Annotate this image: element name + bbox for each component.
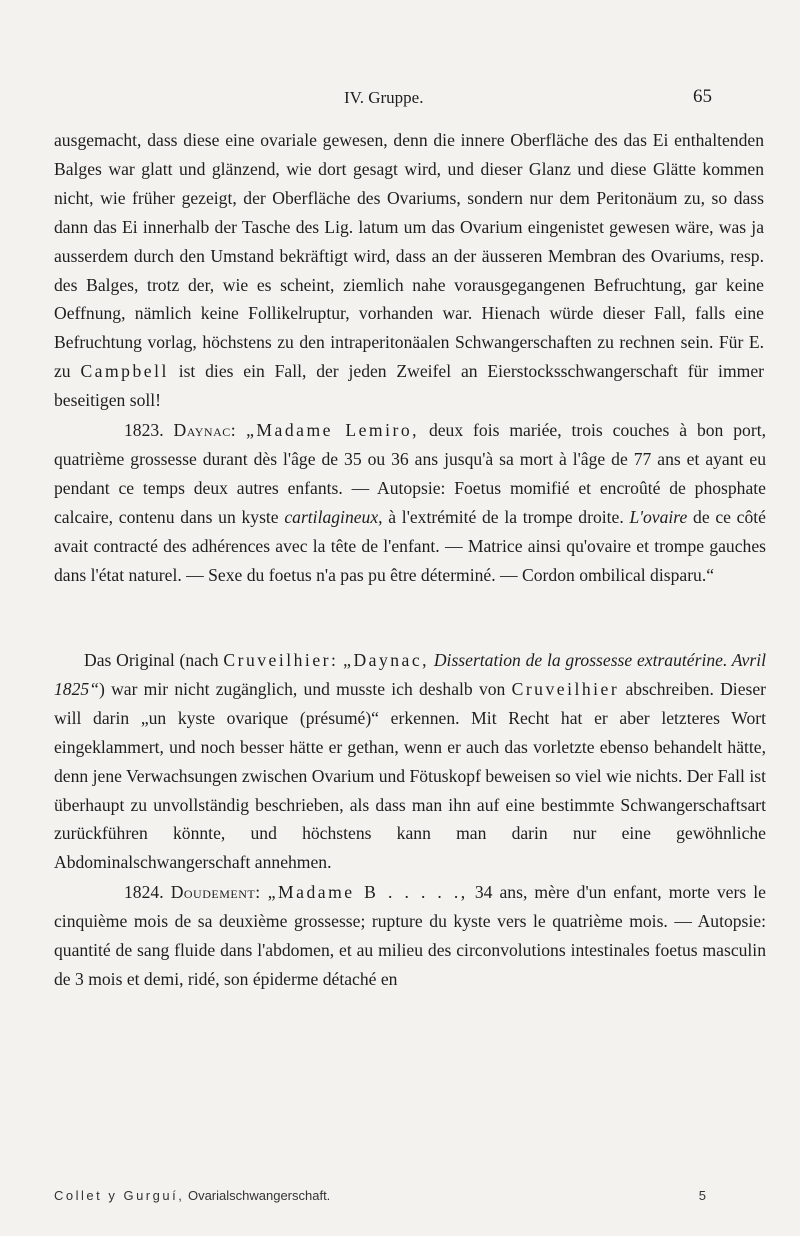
case-year: 1823. [124,420,164,440]
running-header [256,88,712,114]
page-footer [54,1188,766,1203]
name-daynac: „Daynac, [343,650,430,670]
case-text-1: deux fois mariée, trois couches à bon port, quatrième grossesse durant dès l'âge de 35 ou 36 ans jusqu'à sa mort à l'âge de 77 ans et ayant eu pendant ce temps deux autres enfants. — Autopsie: Foetus momifié et encroûté de phosphate calcaire, contenu dans un kyste [54,420,766,527]
case-author: Daynac: [173,420,237,440]
name-cruveilhier-1: Cruveilhier: [223,650,339,670]
commentary-t3: abschreiben. Dieser will darin „un kyste ovarique (présumé)“ erkennen. Mit Recht hat er aber letzteres Wort eingeklammert, und noch besser hätte er gethan, wenn er auch das vorletzte ebenso behandelt hätte, denn jene Verwachsungen zwischen Ovarium und Fötuskopf beweisen so viel wie nichts. Der Fall ist überhaupt zu unvollständig beschrieben, als dass man ihn auf eine bestimmte Schwangerschaftsart zurückführen könnte, und höchstens kann man darin nur eine gewöhnliche Abdominalschwangerschaft annehmen. [54,678,767,873]
footer-authors: Collet y Gurguí, [54,1188,185,1203]
case-italic-2: L'ovaire [629,506,688,527]
case-author: Doudement: [170,882,261,902]
case-text-2: à l'extrémité de la trompe droite. [388,506,624,527]
paragraph-1 [54,126,764,415]
commentary-t1: Das Original (nach [84,650,219,670]
case-1824 [54,878,766,994]
footer-title: Ovarialschwangerschaft. [187,1188,331,1203]
paragraph-1-end: ist dies ein Fall, der jeden Zweifel an Eierstocksschwangerschaft für immer beseitigen soll! [54,361,764,411]
case-patient: „Madame B . . . . ., [267,882,468,902]
paragraph-1-text: ausgemacht, dass diese eine ovariale gewesen, denn die innere Oberfläche des das Ei enthaltenden Balges war glatt und glänzend, wie dort gesagt wird, und dieser Glanz und diese Glätte kommen nicht, wie früher gezeigt, der Oberfläche des Ovariums, sondern nur dem Peritonäum zu, so dass dann das Ei innerhalb der Tasche des Lig. latum um das Ovarium eingenistet gewesen wäre, was ja ausserdem durch den Umstand bekräftigt wird, dass an der äusseren Membran des Ovariums, resp. des Balges, trotz der, wie es scheint, ziemlich nahe vorausgegangenen Befruchtung, gar keine Oeffnung, nämlich keine Follikelruptur, vorhanden war. Hienach würde dieser Fall, falls eine Befruchtung vorlag, höchstens zu den intraperitonäalen Schwangerschaften zu rechnen sein. Für E. zu [54,130,764,382]
page-number: 65 [693,86,712,107]
case-text: 34 ans, mère d'un enfant, morte vers le cinquième mois de sa deuxième grossesse; rupture du kyste vers le quatrième mois. — Autopsie: quantité de sang fluide dans l'abdomen, et au milieu des circonvolutions intestinales foetus masculin de 3 mois et demi, ridé, son épiderme détaché en [54,882,766,989]
name-campbell: Campbell [80,361,169,382]
case-text-3: de ce côté avait contracté des adhérences avec la tête de l'enfant. — Matrice ainsi qu'ovaire et trompe gauches dans l'état naturel. — Sexe du foetus n'a pas pu être déterminé. — Cordon ombilical disparu.“ [54,506,766,585]
dissertation-title: Dissertation de la grossesse extrautérine. Avril 1825“ [54,650,766,699]
name-cruveilhier-2: Cruveilhier [511,678,620,699]
signature-mark: 5 [698,1188,706,1203]
chapter-title: IV. Gruppe. [344,88,424,107]
commentary-t2: ) war mir nicht zugänglich, und musste ich deshalb von [98,678,506,699]
commentary-paragraph [54,646,766,877]
case-1823 [54,416,766,589]
case-patient: „Madame Lemiro, [246,420,420,440]
case-year: 1824. [124,882,164,902]
case-italic-1: cartilagineux, [284,506,383,527]
